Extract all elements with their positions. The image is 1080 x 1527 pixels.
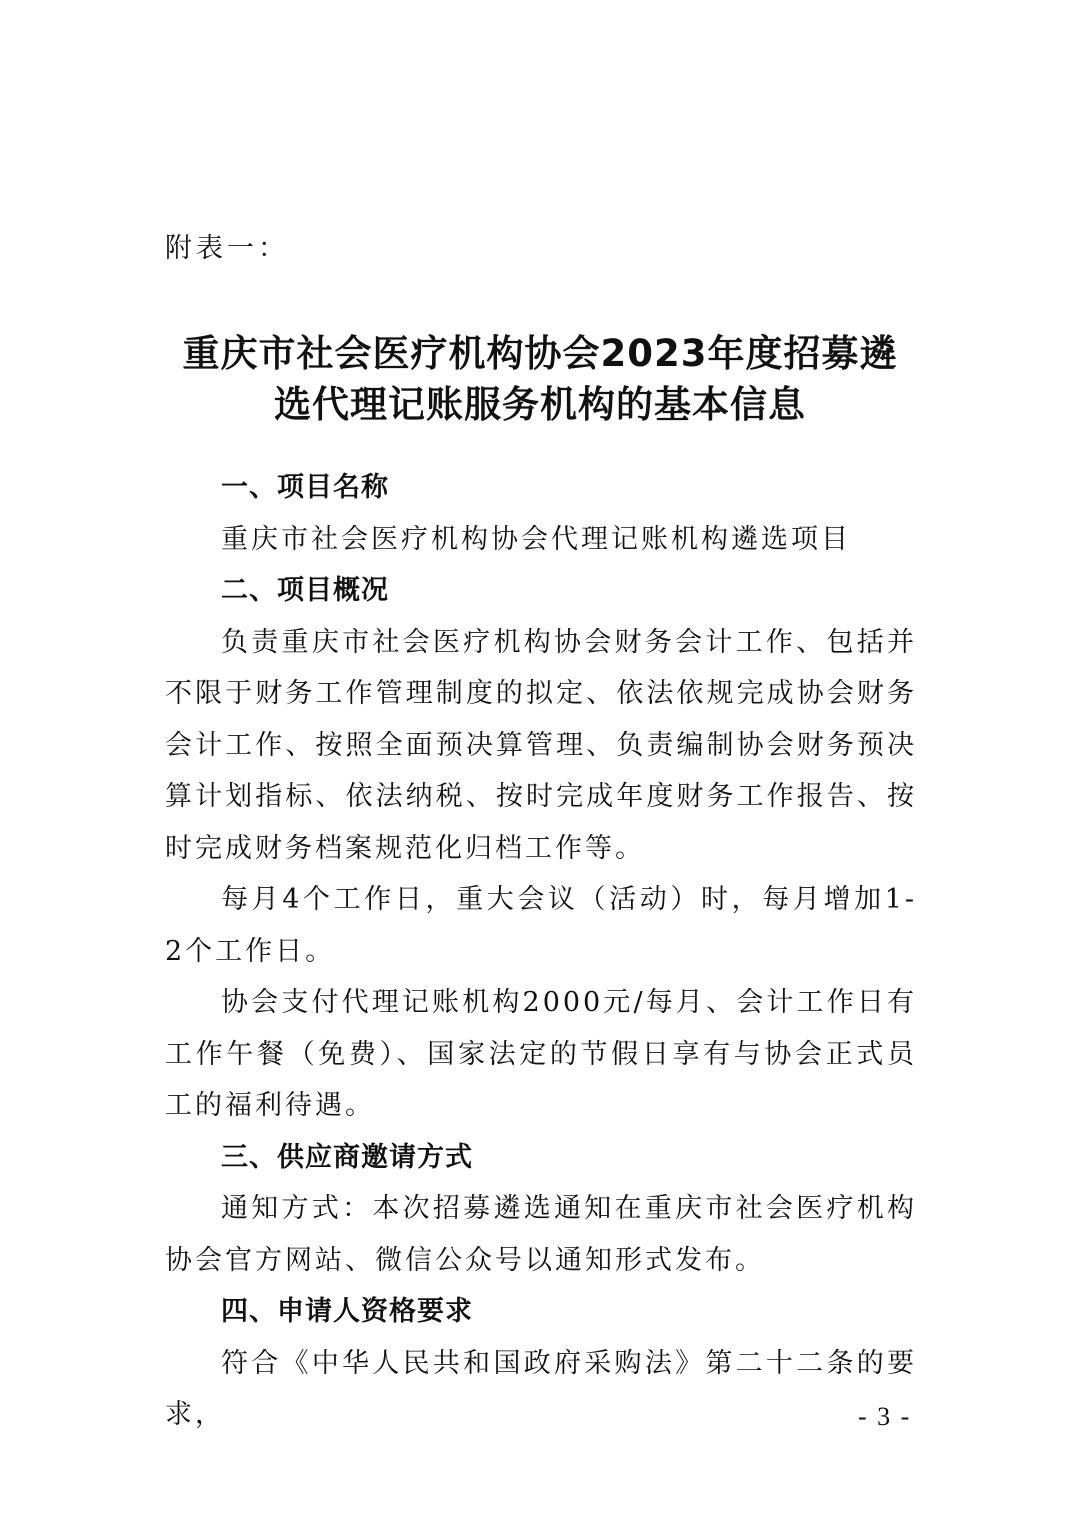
section-paragraph: 符合《中华人民共和国政府采购法》第二十二条的要求， [165,1347,917,1430]
document-title [150,328,930,430]
section-paragraph: 负责重庆市社会医疗机构协会财务会计工作、包括并不限于财务工作管理制度的拟定、依法依规完成协会财务会计工作、按照全面预决算管理、负责编制协会财务预决算计划指标、依法纳税、按时完成年度财务工作报告、按时完成财务档案规范化归档工作等。 [165,626,917,864]
page-number: - 3 - [858,1402,912,1431]
section-heading-project-name: 一、项目名称 [221,472,389,503]
section-heading-invitation-method: 三、供应商邀请方式 [221,1141,473,1173]
section-paragraph: 每月4个工作日，重大会议（活动）时，每月增加1-2个工作日。 [165,884,917,967]
attachment-label: 附表一： [165,233,289,264]
title-line-1: 重庆市社会医疗机构协会2023年度招募遴 [182,332,898,375]
document-body [165,462,917,1441]
section-paragraph: 重庆市社会医疗机构协会代理记账机构遴选项目 [221,523,851,555]
section-paragraph: 协会支付代理记账机构2000元/每月、会计工作日有工作午餐（免费）、国家法定的节假日享有与协会正式员工的福利待遇。 [165,987,917,1121]
section-heading-applicant-requirements: 四、申请人资格要求 [221,1296,473,1327]
section-heading-project-overview: 二、项目概况 [221,575,389,606]
section-paragraph: 通知方式：本次招募遴选通知在重庆市社会医疗机构协会官方网站、微信公众号以通知形式发布。 [165,1193,917,1276]
title-line-2: 选代理记账服务机构的基本信息 [274,383,806,426]
